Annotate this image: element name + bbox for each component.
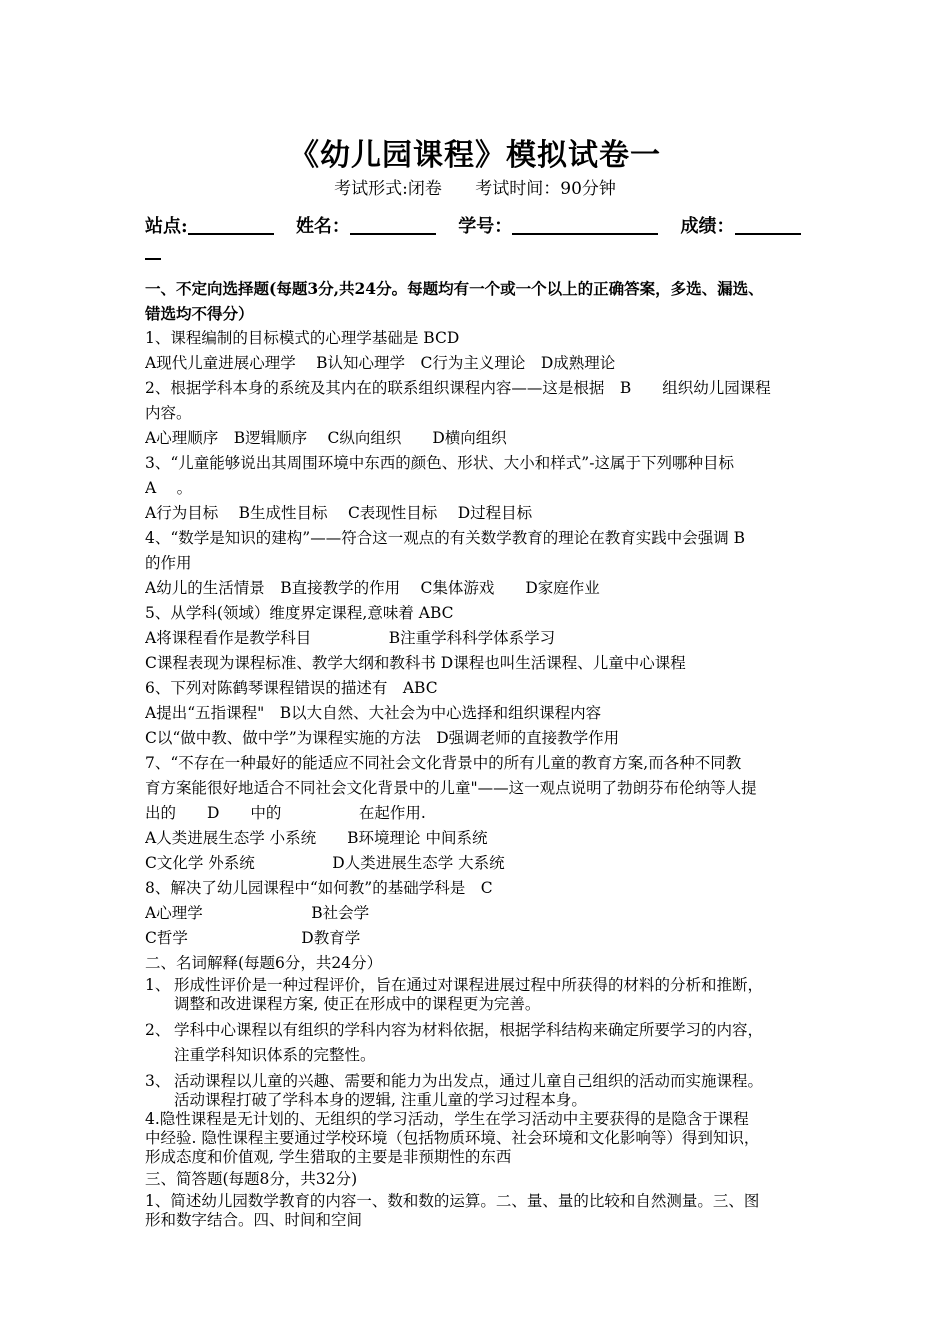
question-7-options-2: C文化学 外系统 D人类进展生态学 大系统 bbox=[145, 854, 505, 872]
question-2-cont: 内容。 bbox=[145, 404, 192, 422]
section3-heading: 三、简答题(每题8分，共32分) bbox=[145, 1170, 358, 1188]
question-8-options-2: C哲学 D教育学 bbox=[145, 929, 361, 947]
question-1: 1、课程编制的目标模式的心理学基础是 BCD bbox=[145, 329, 460, 347]
page-title: 《幼儿园课程》模拟试卷一 bbox=[289, 138, 661, 173]
student-id-label: 学号： bbox=[458, 216, 513, 237]
question-3-options: A行为目标 B生成性目标 C表现性目标 D过程目标 bbox=[145, 504, 533, 522]
question-2: 2、根据学科本身的系统及其内在的联系组织课程内容——这是根据 B 组织幼儿园课程 bbox=[145, 379, 771, 397]
exam-form: 考试形式:闭卷 bbox=[334, 179, 442, 199]
question-4-options: A幼儿的生活情景 B直接教学的作用 C集体游戏 D家庭作业 bbox=[145, 579, 600, 597]
term-4-cont-2: 形成态度和价值观, 学生猎取的主要是非预期性的东西 bbox=[145, 1148, 512, 1166]
question-5-options-1: A将课程看作是教学科目 B注重学科科学体系学习 bbox=[145, 629, 556, 647]
question-6: 6、下列对陈鹤琴课程错误的描述有 ABC bbox=[145, 679, 438, 697]
score-label: 成绩： bbox=[680, 216, 735, 237]
site-blank[interactable] bbox=[188, 215, 274, 235]
site-field[interactable] bbox=[145, 212, 274, 238]
term-3-cont: 活动课程打破了学科本身的逻辑, 注重儿童的学习过程本身。 bbox=[174, 1091, 587, 1109]
exam-time: 考试时间：90分钟 bbox=[475, 179, 616, 199]
question-2-options: A心理顺序 B逻辑顺序 C纵向组织 D横向组织 bbox=[145, 429, 507, 447]
term-3: 3、 活动课程以儿童的兴趣、需要和能力为出发点，通过儿童自己组织的活动而实施课程。 bbox=[145, 1072, 764, 1090]
section2-heading: 二、名词解释(每题6分，共24分） bbox=[145, 954, 383, 972]
student-id-blank[interactable] bbox=[512, 215, 658, 235]
name-field[interactable] bbox=[296, 212, 436, 238]
question-7-cont: 育方案能很好地适合不同社会文化背景中的儿童"——这一观点说明了勃朗芬布伦纳等人提 bbox=[145, 779, 757, 797]
student-info-row bbox=[145, 212, 825, 238]
answer-1-cont: 形和数字结合。四、时间和空间 bbox=[145, 1211, 363, 1229]
question-7-cont-2: 出的 D 中的 在起作用. bbox=[145, 804, 426, 822]
term-2-cont: 注重学科知识体系的完整性。 bbox=[174, 1046, 376, 1064]
question-3-cont: A 。 bbox=[145, 479, 193, 497]
term-4-cont: 中经验. 隐性课程主要通过学校环境（包括物质环境、社会环境和文化影响等）得到知识， bbox=[145, 1129, 760, 1147]
score-blank-continued bbox=[145, 244, 161, 265]
question-7-options-1: A人类进展生态学 小系统 B环境理论 中间系统 bbox=[145, 829, 488, 847]
answer-1: 1、简述幼儿园数学教育的内容一、数和数的运算。二、量、量的比较和自然测量。三、图 bbox=[145, 1192, 760, 1210]
name-label: 姓名： bbox=[295, 216, 350, 237]
question-6-options-2: C以“做中教、做中学”为课程实施的方法 D强调老师的直接教学作用 bbox=[145, 729, 620, 747]
section1-heading-cont: 错选均不得分） bbox=[145, 304, 254, 323]
question-3: 3、“儿童能够说出其周围环境中东西的颜色、形状、大小和样式”-这属于下列哪种目标 bbox=[145, 454, 734, 472]
term-2: 2、 学科中心课程以有组织的学科内容为材料依据，根据学科结构来确定所要学习的内容， bbox=[145, 1021, 764, 1039]
section1-heading: 一、不定向选择题(每题3分,共24分。每题均有一个或一个以上的正确答案，多选、漏选、 bbox=[145, 279, 764, 298]
question-1-options: A现代儿童进展心理学 B认知心理学 C行为主义理论 D成熟理论 bbox=[145, 354, 616, 372]
student-id-field[interactable] bbox=[458, 212, 658, 238]
question-5: 5、从学科(领域）维度界定课程,意味着 ABC bbox=[145, 604, 454, 622]
score-field[interactable] bbox=[681, 212, 801, 238]
score-blank[interactable] bbox=[735, 215, 801, 235]
question-4: 4、“数学是知识的建构”——符合这一观点的有关数学教育的理论在教育实践中会强调 B bbox=[145, 529, 746, 547]
exam-body bbox=[145, 276, 817, 1230]
question-8-options-1: A心理学 B社会学 bbox=[145, 904, 370, 922]
term-1-cont: 调整和改进课程方案, 使正在形成中的课程更为完善。 bbox=[174, 995, 541, 1013]
site-label: 站点: bbox=[145, 216, 188, 237]
question-7: 7、“不存在一种最好的能适应不同社会文化背景中的所有儿童的教育方案,而各种不同教 bbox=[145, 754, 742, 772]
name-blank[interactable] bbox=[350, 215, 436, 235]
question-6-options-1: A提出“五指课程" B以大自然、大社会为中心选择和组织课程内容 bbox=[145, 704, 602, 722]
term-4: 4.隐性课程是无计划的、无组织的学习活动，学生在学习活动中主要获得的是隐含于课程 bbox=[145, 1110, 749, 1128]
exam-subtitle bbox=[0, 174, 950, 199]
question-5-options-2: C课程表现为课程标准、教学大纲和教科书 D课程也叫生活课程、儿童中心课程 bbox=[145, 654, 686, 672]
question-4-cont: 的作用 bbox=[145, 554, 192, 572]
question-8: 8、解决了幼儿园课程中“如何教”的基础学科是 C bbox=[145, 879, 493, 897]
term-1: 1、 形成性评价是一种过程评价，旨在通过对课程进展过程中所获得的材料的分析和推断， bbox=[145, 976, 764, 994]
